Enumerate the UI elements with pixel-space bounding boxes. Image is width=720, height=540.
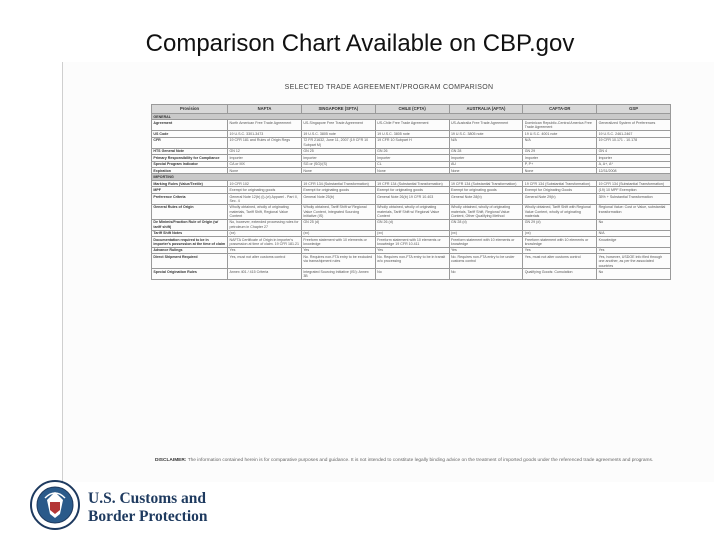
table-cell: Importer: [449, 155, 523, 161]
provision-cell: CFR: [152, 137, 228, 148]
table-cell: Generalized System of Preferences: [597, 120, 671, 131]
table-cell: GN 29: [523, 148, 597, 154]
table-cell: Freeform statement with 10 elements or knowledge: [449, 237, 523, 248]
table-cell: No. Requires non-FTA entry to be excluded via transshipment rules: [301, 254, 375, 269]
disclaimer-label: DISCLAIMER:: [155, 458, 187, 463]
provision-cell: Advance Rulings: [152, 247, 228, 253]
table-header-row: [152, 105, 671, 114]
table-body: [152, 114, 671, 280]
table-cell: Freeform statement with 10 elements or knowledge: [301, 237, 375, 248]
table-cell: General Note 25(b): [301, 193, 375, 204]
table-cell: Exempt for originating goods: [228, 187, 302, 193]
table-cell: Yes: [523, 247, 597, 253]
table-cell: N/A: [597, 230, 671, 236]
table-cell: 19 CFR 10 Subpart H: [375, 137, 449, 148]
provision-cell: MPF: [152, 187, 228, 193]
table-cell: Freeform statement with 10 elements or knowledge: [523, 237, 597, 248]
table-cell: US-Australia Free Trade Agreement: [449, 120, 523, 131]
table-cell: GN 29 (d): [523, 219, 597, 230]
table-cell: No: [449, 269, 523, 280]
table-cell: No: [597, 219, 671, 230]
table-cell: Yes: [301, 247, 375, 253]
table-cell: Regional Value: Cost or Value, substantial transformation: [597, 204, 671, 219]
table-cell: CA or MX: [228, 161, 302, 167]
table-cell: CL: [375, 161, 449, 167]
table-cell: Yes, however, USDOE info filed through one another, as per the associated countries: [597, 254, 671, 269]
table-cell: Importer: [375, 155, 449, 161]
table-cell: General Note 28(b): [449, 193, 523, 204]
table-cell: N/A: [449, 137, 523, 148]
provision-cell: De Minimis/Fraction Rule of Origin (w/ tariff shift): [152, 219, 228, 230]
table-cell: None: [523, 167, 597, 173]
provision-cell: Documentation required to be in importer's possession at the time of claim: [152, 237, 228, 248]
table-cell: General Note 29(b): [523, 193, 597, 204]
table-cell: Wholly obtained, wholly of originating materials, Tariff Shift, Regional Value Content: [228, 204, 302, 219]
table-cell: None: [375, 167, 449, 173]
disclaimer-text: The information contained herein is for comparative purposes and guidance. It is not intended to constitute legally binding advice on the treatment of imported goods under the referenced trade agreements and programs.: [187, 458, 654, 463]
table-cell: Knowledge: [597, 237, 671, 248]
table-cell: 19 U.S.C. 2461-2467: [597, 131, 671, 137]
document-title: SELECTED TRADE AGREEMENT/PROGRAM COMPARISON: [284, 84, 494, 91]
table-cell: GN 25 (d): [301, 219, 375, 230]
provision-cell: US Code: [152, 131, 228, 137]
column-header: GSP: [597, 105, 671, 114]
column-header: Provision: [152, 105, 228, 114]
section-label: IMPORTING: [152, 174, 671, 180]
provision-cell: HTS General Note: [152, 148, 228, 154]
table-cell: Dominican Republic-Central America Free Trade Agreement: [523, 120, 597, 131]
table-row: [152, 254, 671, 269]
table-cell: Importer: [228, 155, 302, 161]
provision-cell: Tariff Shift Notes: [152, 230, 228, 236]
table-cell: None: [449, 167, 523, 173]
table-cell: No. Requires non-FTA entry to be in transit w/o processing: [375, 254, 449, 269]
table-cell: 35% + Substantial Transformation: [597, 193, 671, 204]
table-cell: 19 CFR 134 (Substantial Transformation): [449, 180, 523, 186]
column-header: NAFTA: [228, 105, 302, 114]
column-header: SINGAPORE (SFTA): [301, 105, 375, 114]
table-cell: Wholly obtained, wholly of originating materials, Tariff Shift, Regional Value Content, Other Qualifying Method: [449, 204, 523, 219]
table-cell: Integrated Sourcing Initiative (ISI): Annex 3B: [301, 269, 375, 280]
table-cell: 19 CFR 134 (Substantial Transformation): [375, 180, 449, 186]
table-cell: General Note 12(b) (i)-(vi) Apparel - Part II, Sec. 4: [228, 193, 302, 204]
table-cell: None: [228, 167, 302, 173]
table-cell: NAFTA Certificate of Origin in importer's possession at time of claim. 19 CFR 181.21: [228, 237, 302, 248]
table-cell: Wholly obtained, Tariff Shift w/ Regional Value Content, Integrated Sourcing Initiative (IS): [301, 204, 375, 219]
table-cell: 19 U.S.C. 3301-3473: [228, 131, 302, 137]
table-cell: General Note 26(b) 19 CFR 10.403: [375, 193, 449, 204]
provision-cell: Special Origination Rules: [152, 269, 228, 280]
provision-cell: Agreement: [152, 120, 228, 131]
table-cell: Yes: [228, 247, 302, 253]
table-row: [152, 120, 671, 131]
table-cell: 19 CFR 181 and Rules of Origin Regs: [228, 137, 302, 148]
table-cell: 19 CFR 134 (Substantial Transformation): [301, 180, 375, 186]
dhs-seal-icon: [30, 480, 80, 530]
comparison-table: [151, 104, 671, 280]
table-cell: No. Requires non-FTA entry to be under customs control: [449, 254, 523, 269]
table-row: [152, 219, 671, 230]
provision-cell: Special Program Indicator: [152, 161, 228, 167]
table-cell: P, P+: [523, 161, 597, 167]
table-cell: Yes: [597, 247, 671, 253]
table-row: [152, 269, 671, 280]
table-cell: (19) 10 MPF Exemption: [597, 187, 671, 193]
table-cell: Importer: [523, 155, 597, 161]
table-cell: 19 CFR 134 (Substantial Transformation): [597, 180, 671, 186]
table-cell: Exempt for originating goods: [375, 187, 449, 193]
table-cell: 19 U.S.C. 3805 note: [375, 131, 449, 137]
table-cell: Yes, must not alter customs control: [523, 254, 597, 269]
table-cell: Wholly obtained, Tariff Shift with Regional Value Content, wholly of originating materials: [523, 204, 597, 219]
cbp-logo: [30, 480, 270, 536]
table-cell: 19 U.S.C. 3805 note: [449, 131, 523, 137]
table-cell: Exempt for Originating Goods: [523, 187, 597, 193]
table-cell: US-Chile Free Trade Agreement: [375, 120, 449, 131]
table-cell: Importer: [597, 155, 671, 161]
column-header: AUSTRALIA (AFTA): [449, 105, 523, 114]
table-cell: 19 CFR 10.171 - 10.178: [597, 137, 671, 148]
table-cell: Importer: [301, 155, 375, 161]
table-cell: GN 25: [301, 148, 375, 154]
provision-cell: Expiration: [152, 167, 228, 173]
table-cell: GN 4: [597, 148, 671, 154]
table-cell: None: [301, 167, 375, 173]
brand-line-2: Border Protection: [88, 508, 208, 525]
table-cell: 19 U.S.C. 3805 note: [301, 131, 375, 137]
provision-cell: General Rules of Origin: [152, 204, 228, 219]
table-row: [152, 237, 671, 248]
table-cell: No: [375, 269, 449, 280]
column-header: CHILE (CFTA): [375, 105, 449, 114]
table-cell: No, however, extended processing rules for petroleum in Chapter 27: [228, 219, 302, 230]
table-cell: (xx): [449, 230, 523, 236]
table-cell: (xx): [523, 230, 597, 236]
table-cell: North American Free Trade Agreement: [228, 120, 302, 131]
table-cell: No: [597, 269, 671, 280]
table-cell: Freeform statement with 10 elements or knowledge 19 CFR 10.411: [375, 237, 449, 248]
table-cell: 19 CFR 134 (Substantial Transformation): [523, 180, 597, 186]
table-cell: 19 U.S.C. 4001 note: [523, 131, 597, 137]
table-cell: A, A+, A*: [597, 161, 671, 167]
table-cell: N/A: [523, 137, 597, 148]
table-cell: US-Singapore Free Trade Agreement: [301, 120, 375, 131]
table-cell: Yes, must not alter customs control: [228, 254, 302, 269]
table-row: [152, 137, 671, 148]
table-cell: GN 28 (d): [449, 219, 523, 230]
table-cell: 72 FR 21632, June 11, 2007 (19 CFR 10 Subpart M): [301, 137, 375, 148]
table-cell: Exempt for originating goods: [301, 187, 375, 193]
table-cell: Wholly obtained, wholly of originating materials, Tariff Shift w/ Regional Value Content: [375, 204, 449, 219]
table-cell: Yes: [375, 247, 449, 253]
provision-cell: Direct Shipment Required: [152, 254, 228, 269]
comparison-document: [62, 62, 714, 482]
provision-cell: Primary Responsibility for Compliance: [152, 155, 228, 161]
table-cell: (xx): [375, 230, 449, 236]
table-cell: Yes: [449, 247, 523, 253]
table-cell: (xx): [228, 230, 302, 236]
section-label: GENERAL: [152, 114, 671, 120]
table-cell: 19 CFR 102: [228, 180, 302, 186]
brand-line-1: U.S. Customs and: [88, 490, 207, 507]
table-cell: Annex 401 / 415 Criteria: [228, 269, 302, 280]
table-cell: AU: [449, 161, 523, 167]
table-cell: Exempt for originating goods: [449, 187, 523, 193]
provision-cell: Marking Rules (Value/Textile): [152, 180, 228, 186]
table-cell: Qualifying Goods: Cumulation: [523, 269, 597, 280]
table-cell: (xx): [301, 230, 375, 236]
table-cell: 12/31/2008: [597, 167, 671, 173]
table-cell: SG or (SG)/(S): [301, 161, 375, 167]
table-cell: GN 28: [449, 148, 523, 154]
column-header: CAFTA-DR: [523, 105, 597, 114]
disclaimer: [155, 458, 695, 464]
provision-cell: Preference Criteria: [152, 193, 228, 204]
table-row: [152, 204, 671, 219]
table-row: [152, 193, 671, 204]
table-cell: GN 26: [375, 148, 449, 154]
table-cell: GN 12: [228, 148, 302, 154]
slide-title: Comparison Chart Available on CBP.gov: [145, 30, 575, 57]
table-cell: GN 26 (d): [375, 219, 449, 230]
